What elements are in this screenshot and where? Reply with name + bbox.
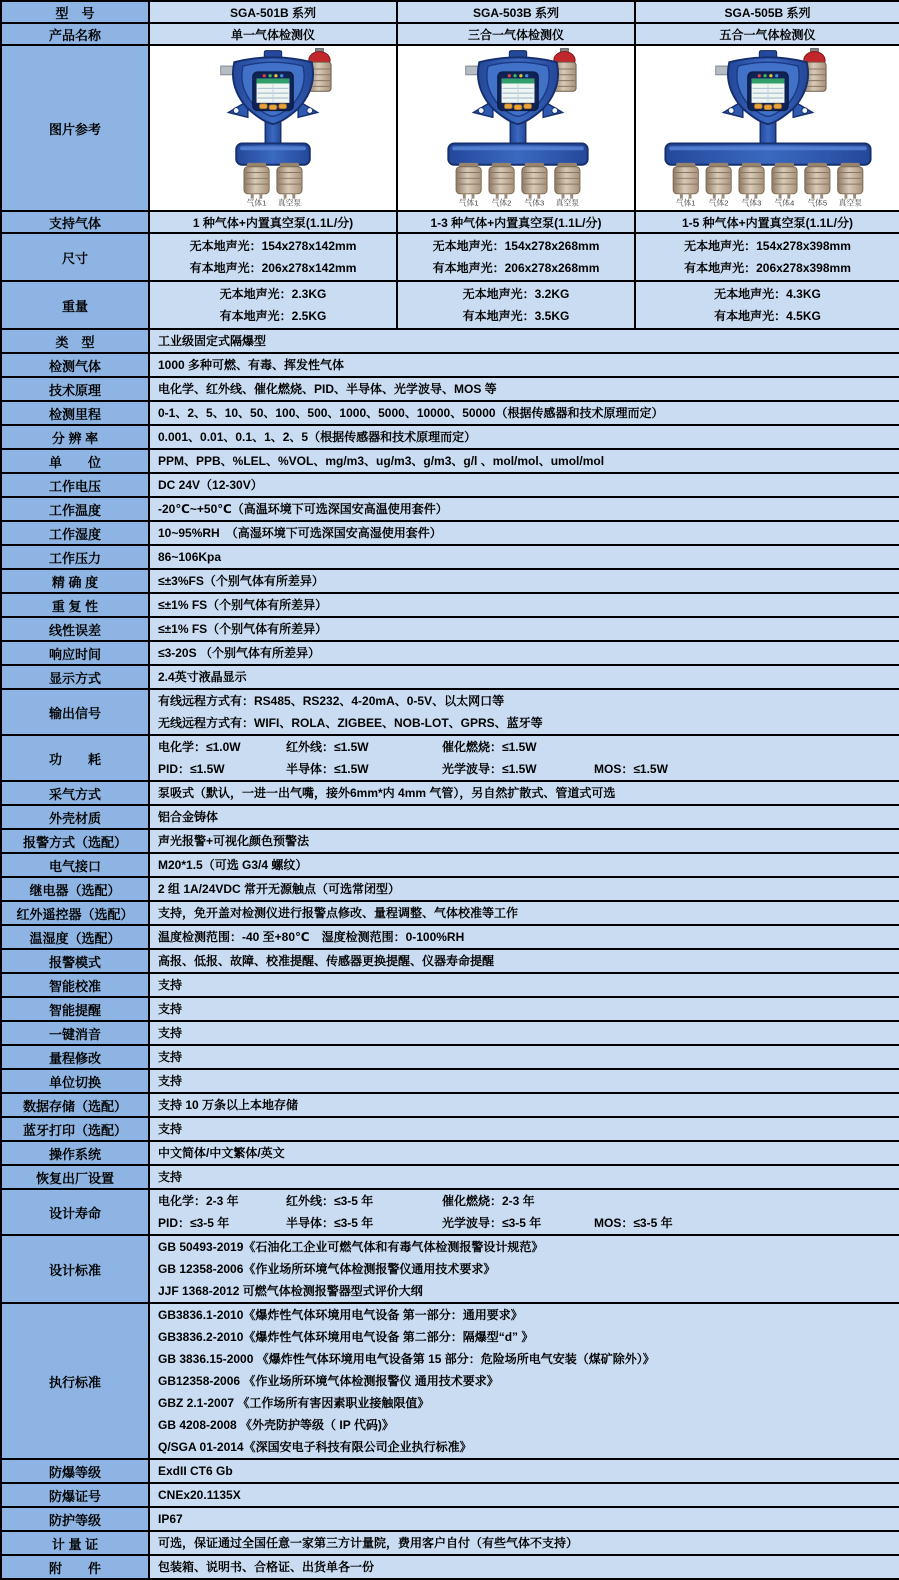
row-product bbox=[1, 23, 899, 45]
spec-row bbox=[1, 665, 899, 689]
sensor-label: 真空泵 bbox=[838, 198, 862, 208]
value-line bbox=[158, 522, 891, 544]
value-text: GB 3836.15-2000 《爆炸性气体环境用电气设备第 15 部分：危险场所电气安装（煤矿除外）》 bbox=[158, 1352, 655, 1366]
size-value bbox=[635, 233, 899, 281]
row-label: 技术原理 bbox=[1, 377, 149, 401]
product-name: 五合一气体检测仪 bbox=[635, 23, 899, 45]
sensor-label: 真空泵 bbox=[277, 198, 302, 208]
value-text: 光学波导：≤1.5W bbox=[442, 762, 537, 776]
weight-line: 无本地声光：4.3KG bbox=[714, 287, 821, 301]
value-text: PID：≤1.5W bbox=[158, 762, 225, 776]
size-line: 有本地声光：206x278x398mm bbox=[684, 261, 851, 275]
value-text: M20*1.5（可选 G3/4 螺纹） bbox=[158, 858, 308, 872]
row-label: 操作系统 bbox=[1, 1141, 149, 1165]
spec-row bbox=[1, 1483, 899, 1507]
row-label: 分 辨 率 bbox=[1, 425, 149, 449]
value-text: 工业级固定式隔爆型 bbox=[158, 334, 267, 348]
size-value bbox=[149, 233, 397, 281]
value-text: 2.4英寸液晶显示 bbox=[158, 670, 247, 684]
spec-row bbox=[1, 1531, 899, 1555]
row-value bbox=[149, 401, 899, 425]
value-line bbox=[158, 712, 891, 734]
spec-row bbox=[1, 735, 899, 781]
weight-line: 无本地声光：2.3KG bbox=[219, 287, 327, 301]
value-text: 电化学：2-3 年 bbox=[158, 1194, 239, 1208]
spec-row bbox=[1, 1069, 899, 1093]
spec-row bbox=[1, 593, 899, 617]
value-line bbox=[158, 902, 891, 924]
row-label: 继电器（选配） bbox=[1, 877, 149, 901]
row-value bbox=[149, 425, 899, 449]
value-line bbox=[158, 998, 891, 1020]
value-line bbox=[158, 1508, 891, 1530]
row-label: 红外遥控器（选配） bbox=[1, 901, 149, 925]
value-text: MOS：≤1.5W bbox=[594, 762, 668, 776]
row-value bbox=[149, 901, 899, 925]
gas-detector-illustration bbox=[648, 46, 888, 210]
row-weight bbox=[1, 281, 899, 329]
row-label: 显示方式 bbox=[1, 665, 149, 689]
value-line bbox=[158, 1436, 891, 1458]
value-text: 86~106Kpa bbox=[158, 550, 222, 564]
sensor-label: 气体1 bbox=[246, 198, 267, 208]
spec-row bbox=[1, 377, 899, 401]
value-text: 中文简体/中文繁体/英文 bbox=[158, 1146, 285, 1160]
value-text: 0-1、2、5、10、50、100、500、1000、5000、10000、50000（根据传感器和技术原理而定） bbox=[158, 406, 664, 420]
value-text: 催化燃烧：≤1.5W bbox=[442, 740, 537, 754]
value-line bbox=[158, 1046, 891, 1068]
product-name: 三合一气体检测仪 bbox=[397, 23, 635, 45]
row-label: 功 耗 bbox=[1, 735, 149, 781]
value-text: JJF 1368-2012 可燃气体检测报警器型式评价大纲 bbox=[158, 1284, 423, 1298]
value-line bbox=[158, 690, 891, 712]
row-value bbox=[149, 689, 899, 735]
spec-row bbox=[1, 877, 899, 901]
row-label: 温湿度（选配） bbox=[1, 925, 149, 949]
value-text: 支持 bbox=[158, 1026, 183, 1040]
spec-row bbox=[1, 973, 899, 997]
row-label: 恢复出厂设置 bbox=[1, 1165, 149, 1189]
row-value bbox=[149, 1093, 899, 1117]
row-value bbox=[149, 805, 899, 829]
value-line bbox=[158, 782, 891, 804]
value-line bbox=[158, 1556, 891, 1578]
row-value bbox=[149, 545, 899, 569]
gas-value: 1 种气体+内置真空泵(1.1L/分) bbox=[149, 211, 397, 233]
value-text: 红外线：≤1.5W bbox=[286, 740, 369, 754]
row-value bbox=[149, 829, 899, 853]
spec-row bbox=[1, 1303, 899, 1459]
gas-detector-illustration bbox=[398, 46, 635, 210]
value-line bbox=[158, 1236, 891, 1258]
row-value bbox=[149, 1531, 899, 1555]
value-line bbox=[158, 854, 891, 876]
sensor-label: 气体3 bbox=[524, 198, 545, 208]
weight-value bbox=[635, 281, 899, 329]
value-text: PID：≤3-5 年 bbox=[158, 1216, 230, 1230]
spec-row bbox=[1, 997, 899, 1021]
sensor-label: 气体1 bbox=[675, 198, 696, 208]
row-value bbox=[149, 377, 899, 401]
spec-row bbox=[1, 1507, 899, 1531]
value-line bbox=[158, 1212, 891, 1234]
row-label: 重 复 性 bbox=[1, 593, 149, 617]
value-text: GBZ 2.1-2007 《工作场所有害因素职业接触限值》 bbox=[158, 1396, 430, 1410]
spec-row bbox=[1, 1021, 899, 1045]
spec-row bbox=[1, 949, 899, 973]
weight-line: 无本地声光：3.2KG bbox=[462, 287, 570, 301]
value-line bbox=[158, 1326, 891, 1348]
size-line: 有本地声光：206x278x268mm bbox=[432, 261, 600, 275]
value-line bbox=[158, 474, 891, 496]
row-label: 工作压力 bbox=[1, 545, 149, 569]
row-value bbox=[149, 1045, 899, 1069]
row-label: 线性误差 bbox=[1, 617, 149, 641]
value-line bbox=[158, 1022, 891, 1044]
row-label: 精 确 度 bbox=[1, 569, 149, 593]
size-value bbox=[397, 233, 635, 281]
row-value bbox=[149, 1165, 899, 1189]
value-text: 0.001、0.01、0.1、1、2、5（根据传感器和技术原理而定） bbox=[158, 430, 477, 444]
row-value bbox=[149, 781, 899, 805]
row-value bbox=[149, 877, 899, 901]
device-image-501b bbox=[149, 45, 397, 211]
value-text: 无线远程方式有：WIFI、ROLA、ZIGBEE、NOB-LOT、GPRS、蓝牙等 bbox=[158, 716, 543, 730]
value-line bbox=[158, 330, 891, 352]
row-value bbox=[149, 497, 899, 521]
sensor-label: 气体2 bbox=[491, 198, 512, 208]
value-text: 2 组 1A/24VDC 常开无源触点（可选常闭型） bbox=[158, 882, 401, 896]
sensor-label: 气体4 bbox=[774, 198, 794, 208]
row-gas bbox=[1, 211, 899, 233]
row-label: 一键消音 bbox=[1, 1021, 149, 1045]
row-label-product: 产品名称 bbox=[1, 23, 149, 45]
device-image-503b bbox=[397, 45, 635, 211]
row-value bbox=[149, 997, 899, 1021]
row-label: 蓝牙打印（选配） bbox=[1, 1117, 149, 1141]
value-text: 支持，免开盖对检测仪进行报警点修改、量程调整、气体校准等工作 bbox=[158, 906, 519, 920]
row-value bbox=[149, 1555, 899, 1579]
sensor-label: 气体3 bbox=[741, 198, 761, 208]
row-label: 单 位 bbox=[1, 449, 149, 473]
size-line: 有本地声光：206x278x142mm bbox=[189, 261, 357, 275]
row-value bbox=[149, 1459, 899, 1483]
value-text: GB 50493-2019《石油化工企业可燃气体和有毒气体检测报警设计规范》 bbox=[158, 1240, 544, 1254]
spec-row bbox=[1, 401, 899, 425]
row-value bbox=[149, 449, 899, 473]
value-line bbox=[158, 1304, 891, 1326]
row-value bbox=[149, 925, 899, 949]
value-text: GB3836.1-2010《爆炸性气体环境用电气设备 第一部分：通用要求》 bbox=[158, 1308, 523, 1322]
row-label: 报警方式（选配） bbox=[1, 829, 149, 853]
spec-row bbox=[1, 425, 899, 449]
value-text: 泵吸式（默认，一进一出气嘴，接外6mm*内 4mm 气管），另自然扩散式、管道式可选 bbox=[158, 786, 616, 800]
row-label: 检测里程 bbox=[1, 401, 149, 425]
sensor-label: 真空泵 bbox=[555, 198, 579, 208]
value-line bbox=[158, 926, 891, 948]
row-label-size: 尺寸 bbox=[1, 233, 149, 281]
weight-line: 有本地声光：3.5KG bbox=[462, 309, 570, 323]
value-line bbox=[158, 758, 891, 780]
value-text: 支持 bbox=[158, 1002, 183, 1016]
row-label: 响应时间 bbox=[1, 641, 149, 665]
row-value bbox=[149, 665, 899, 689]
value-line bbox=[158, 1070, 891, 1092]
value-text: 半导体：≤3-5 年 bbox=[286, 1216, 374, 1230]
device-image-505b bbox=[635, 45, 899, 211]
row-value bbox=[149, 973, 899, 997]
value-text: 支持 bbox=[158, 1074, 183, 1088]
value-line bbox=[158, 666, 891, 688]
spec-row bbox=[1, 829, 899, 853]
row-label: 智能提醒 bbox=[1, 997, 149, 1021]
value-text: 可选，保证通过全国任意一家第三方计量院，费用客户自付（有些气体不支持） bbox=[158, 1536, 579, 1550]
value-text: 光学波导：≤3-5 年 bbox=[442, 1216, 542, 1230]
value-text: 支持 bbox=[158, 1050, 183, 1064]
value-text: DC 24V（12-30V） bbox=[158, 478, 263, 492]
row-value bbox=[149, 1117, 899, 1141]
spec-row bbox=[1, 1235, 899, 1303]
model-name: SGA-505B 系列 bbox=[635, 1, 899, 23]
spec-row bbox=[1, 1117, 899, 1141]
spec-row bbox=[1, 1189, 899, 1235]
value-text: 声光报警+可视化颜色预警法 bbox=[158, 834, 310, 848]
row-value bbox=[149, 1189, 899, 1235]
value-line bbox=[158, 1118, 891, 1140]
spec-row bbox=[1, 689, 899, 735]
value-line bbox=[158, 1142, 891, 1164]
spec-row bbox=[1, 353, 899, 377]
value-line bbox=[158, 618, 891, 640]
value-line bbox=[158, 426, 891, 448]
value-text: 催化燃烧：2-3 年 bbox=[442, 1194, 535, 1208]
row-value bbox=[149, 593, 899, 617]
spec-row bbox=[1, 781, 899, 805]
row-label: 工作湿度 bbox=[1, 521, 149, 545]
row-value bbox=[149, 329, 899, 353]
gas-value: 1-3 种气体+内置真空泵(1.1L/分) bbox=[397, 211, 635, 233]
row-label: 附 件 bbox=[1, 1555, 149, 1579]
row-label-weight: 重量 bbox=[1, 281, 149, 329]
value-text: 有线远程方式有：RS485、RS232、4-20mA、0-5V、以太网口等 bbox=[158, 694, 505, 708]
value-text: GB 12358-2006《作业场所环境气体检测报警仪通用技术要求》 bbox=[158, 1262, 496, 1276]
value-line bbox=[158, 1414, 891, 1436]
value-line bbox=[158, 830, 891, 852]
value-text: 支持 bbox=[158, 978, 183, 992]
spec-row bbox=[1, 1555, 899, 1579]
row-model bbox=[1, 1, 899, 23]
value-line bbox=[158, 950, 891, 972]
value-line bbox=[158, 806, 891, 828]
row-value bbox=[149, 1507, 899, 1531]
value-text: 高报、低报、故障、校准提醒、传感器更换提醒、仪器寿命提醒 bbox=[158, 954, 495, 968]
value-line bbox=[158, 1094, 891, 1116]
row-image bbox=[1, 45, 899, 211]
value-line bbox=[158, 498, 891, 520]
row-label: 输出信号 bbox=[1, 689, 149, 735]
value-line bbox=[158, 736, 891, 758]
spec-row bbox=[1, 329, 899, 353]
value-line bbox=[158, 450, 891, 472]
value-line bbox=[158, 1166, 891, 1188]
sensor-label: 气体5 bbox=[806, 198, 827, 208]
row-value bbox=[149, 1483, 899, 1507]
row-label: 防爆证号 bbox=[1, 1483, 149, 1507]
value-line bbox=[158, 1258, 891, 1280]
row-value bbox=[149, 1021, 899, 1045]
value-text: 红外线：≤3-5 年 bbox=[286, 1194, 374, 1208]
value-line bbox=[158, 378, 891, 400]
value-text: MOS：≤3-5 年 bbox=[594, 1216, 673, 1230]
value-text: Q/SGA 01-2014《深国安电子科技有限公司企业执行标准》 bbox=[158, 1440, 472, 1454]
row-label: 报警模式 bbox=[1, 949, 149, 973]
size-line: 无本地声光：154x278x268mm bbox=[432, 239, 600, 253]
spec-row bbox=[1, 805, 899, 829]
value-line bbox=[158, 570, 891, 592]
row-label: 防爆等级 bbox=[1, 1459, 149, 1483]
row-value bbox=[149, 473, 899, 497]
row-value bbox=[149, 735, 899, 781]
value-text: CNEx20.1135X bbox=[158, 1488, 241, 1502]
value-line bbox=[158, 402, 891, 424]
row-value bbox=[149, 569, 899, 593]
row-label: 设计标准 bbox=[1, 1235, 149, 1303]
spec-row bbox=[1, 521, 899, 545]
sensor-label: 气体1 bbox=[458, 198, 479, 208]
row-value bbox=[149, 1303, 899, 1459]
spec-row bbox=[1, 925, 899, 949]
row-value bbox=[149, 1141, 899, 1165]
value-text: ≤±1% FS（个别气体有所差异） bbox=[158, 622, 328, 636]
gas-value: 1-5 种气体+内置真空泵(1.1L/分) bbox=[635, 211, 899, 233]
spec-row bbox=[1, 1165, 899, 1189]
value-line bbox=[158, 1370, 891, 1392]
value-line bbox=[158, 1348, 891, 1370]
value-text: ≤3-20S （个别气体有所差异） bbox=[158, 646, 320, 660]
value-text: 支持 10 万条以上本地存储 bbox=[158, 1098, 299, 1112]
row-value bbox=[149, 853, 899, 877]
value-line bbox=[158, 1484, 891, 1506]
row-label: 单位切换 bbox=[1, 1069, 149, 1093]
model-name: SGA-501B 系列 bbox=[149, 1, 397, 23]
value-text: 电化学：≤1.0W bbox=[158, 740, 241, 754]
value-text: GB12358-2006 《作业场所环境气体检测报警仪 通用技术要求》 bbox=[158, 1374, 499, 1388]
row-label: 量程修改 bbox=[1, 1045, 149, 1069]
row-label: 智能校准 bbox=[1, 973, 149, 997]
row-label: 采气方式 bbox=[1, 781, 149, 805]
value-line bbox=[158, 1532, 891, 1554]
size-line: 无本地声光：154x278x398mm bbox=[684, 239, 851, 253]
weight-value bbox=[397, 281, 635, 329]
value-text: IP67 bbox=[158, 1512, 183, 1526]
row-label: 类 型 bbox=[1, 329, 149, 353]
value-line bbox=[158, 878, 891, 900]
value-line bbox=[158, 1280, 891, 1302]
weight-line: 有本地声光：2.5KG bbox=[219, 309, 327, 323]
row-label: 数据存储（选配） bbox=[1, 1093, 149, 1117]
row-label: 检测气体 bbox=[1, 353, 149, 377]
row-label: 防护等级 bbox=[1, 1507, 149, 1531]
row-label: 设计寿命 bbox=[1, 1189, 149, 1235]
value-line bbox=[158, 546, 891, 568]
value-text: ≤±1% FS（个别气体有所差异） bbox=[158, 598, 328, 612]
spec-row bbox=[1, 569, 899, 593]
row-size bbox=[1, 233, 899, 281]
value-text: GB3836.2-2010《爆炸性气体环境用电气设备 第二部分：隔爆型“d” 》 bbox=[158, 1330, 534, 1344]
row-label: 工作电压 bbox=[1, 473, 149, 497]
spec-row bbox=[1, 1045, 899, 1069]
value-text: 支持 bbox=[158, 1122, 183, 1136]
value-text: GB 4208-2008 《外壳防护等级（ IP 代码)》 bbox=[158, 1418, 394, 1432]
row-value bbox=[149, 521, 899, 545]
value-line bbox=[158, 594, 891, 616]
row-value bbox=[149, 641, 899, 665]
value-text: 10~95%RH （高湿环境下可选深国安高湿使用套件） bbox=[158, 526, 442, 540]
value-line bbox=[158, 354, 891, 376]
weight-line: 有本地声光：4.5KG bbox=[714, 309, 821, 323]
row-label: 执行标准 bbox=[1, 1303, 149, 1459]
row-label: 外壳材质 bbox=[1, 805, 149, 829]
value-line bbox=[158, 1392, 891, 1414]
product-name: 单一气体检测仪 bbox=[149, 23, 397, 45]
value-text: 电化学、红外线、催化燃烧、PID、半导体、光学波导、MOS 等 bbox=[158, 382, 497, 396]
row-value bbox=[149, 617, 899, 641]
value-line bbox=[158, 1460, 891, 1482]
spec-row bbox=[1, 545, 899, 569]
spec-row bbox=[1, 1093, 899, 1117]
row-value bbox=[149, 353, 899, 377]
value-text: 1000 多种可燃、有毒、挥发性气体 bbox=[158, 358, 345, 372]
value-text: 支持 bbox=[158, 1170, 183, 1184]
row-label: 计 量 证 bbox=[1, 1531, 149, 1555]
spec-row bbox=[1, 473, 899, 497]
value-line bbox=[158, 974, 891, 996]
spec-row bbox=[1, 641, 899, 665]
value-text: 铝合金铸体 bbox=[158, 810, 219, 824]
spec-row bbox=[1, 617, 899, 641]
row-label: 电气接口 bbox=[1, 853, 149, 877]
value-line bbox=[158, 1190, 891, 1212]
value-text: ≤±3%FS（个别气体有所差异） bbox=[158, 574, 324, 588]
spec-row bbox=[1, 853, 899, 877]
spec-row bbox=[1, 449, 899, 473]
model-name: SGA-503B 系列 bbox=[397, 1, 635, 23]
value-text: 温度检测范围：-40 至+80℃ 湿度检测范围：0-100%RH bbox=[158, 930, 465, 944]
spec-row bbox=[1, 901, 899, 925]
row-value bbox=[149, 1235, 899, 1303]
weight-value bbox=[149, 281, 397, 329]
row-label-image: 图片参考 bbox=[1, 45, 149, 211]
spec-row bbox=[1, 497, 899, 521]
sensor-label: 气体2 bbox=[708, 198, 729, 208]
row-value bbox=[149, 949, 899, 973]
value-text: PPM、PPB、%LEL、%VOL、mg/m3、ug/m3、g/m3、g/l 、mol/mol、umol/mol bbox=[158, 454, 605, 468]
value-text: ExdII CT6 Gb bbox=[158, 1464, 233, 1478]
value-line bbox=[158, 642, 891, 664]
row-label-model: 型 号 bbox=[1, 1, 149, 23]
spec-row bbox=[1, 1459, 899, 1483]
value-text: -20℃~+50℃（高温环境下可选深国安高温使用套件） bbox=[158, 502, 448, 516]
gas-detector-illustration bbox=[153, 46, 393, 210]
row-label: 工作温度 bbox=[1, 497, 149, 521]
size-line: 无本地声光：154x278x142mm bbox=[189, 239, 357, 253]
spec-row bbox=[1, 1141, 899, 1165]
row-label-gas: 支持气体 bbox=[1, 211, 149, 233]
row-value bbox=[149, 1069, 899, 1093]
value-text: 包装箱、说明书、合格证、出货单各一份 bbox=[158, 1560, 375, 1574]
value-text: 半导体：≤1.5W bbox=[286, 762, 369, 776]
